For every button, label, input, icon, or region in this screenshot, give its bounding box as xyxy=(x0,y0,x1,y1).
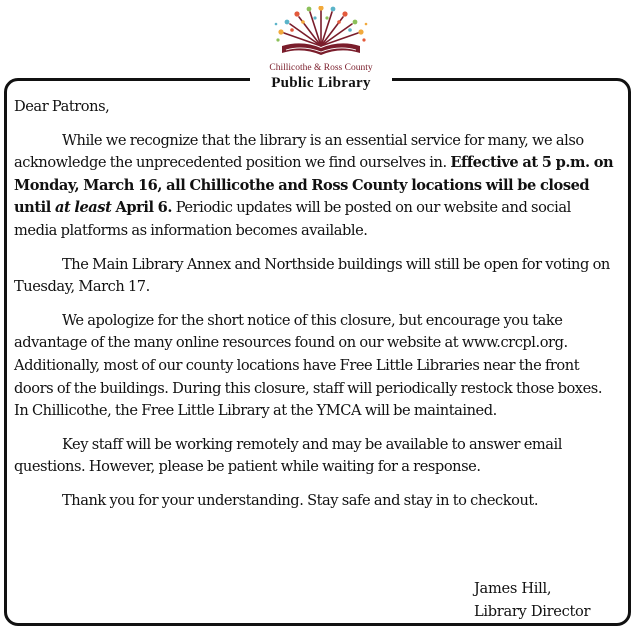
paragraph-online-resources: We apologize for the short notice of this closure, but encourage you take advantage of the many online resources found on our website at www.crcpl.org. Additionally, most of our county locations have Free Little Libraries near the front doors of the buildings. During this closure, staff will periodically restock those boxes. In Chillicothe, the Free Little Library at the YMCA will be maintained. xyxy=(14,311,603,420)
library-logo xyxy=(250,6,392,100)
paragraph-thanks: Thank you for your understanding. Stay safe and stay in to checkout. xyxy=(62,491,539,509)
signature-block xyxy=(474,578,590,623)
signature-name: James Hill, xyxy=(474,580,552,597)
closure-emphasis: at least xyxy=(54,199,112,217)
closure-bold-b: April 6. xyxy=(111,199,173,217)
paragraph-remote-staff: Key staff will be working remotely and may be available to answer email questions. However, please be patient while waiting for a response. xyxy=(14,435,562,476)
greeting: Dear Patrons, xyxy=(14,98,110,115)
logo-subtitle: Chillicothe & Ross County xyxy=(269,63,373,73)
paragraph-voting: The Main Library Annex and Northside buildings will still be open for voting on Tuesday, March 17. xyxy=(14,255,610,296)
closure-tail-text: Periodic updates will be posted on our website and social media platforms as information becomes available. xyxy=(14,199,571,239)
closure-bold-a: Effective at 5 p.m. on Monday, March 16, all Chillicothe and Ross County locations will be closed until xyxy=(14,154,614,217)
signature-title: Library Director xyxy=(474,602,591,620)
paragraph-closure-notice xyxy=(14,130,616,243)
closure-intro-text: While we recognize that the library is an essential service for many, we also acknowledge the unprecedented position we find ourselves in. xyxy=(14,131,584,172)
letter-body xyxy=(14,96,616,524)
open-book-burst-icon xyxy=(272,6,370,62)
logo-title: Public Library xyxy=(271,75,371,91)
